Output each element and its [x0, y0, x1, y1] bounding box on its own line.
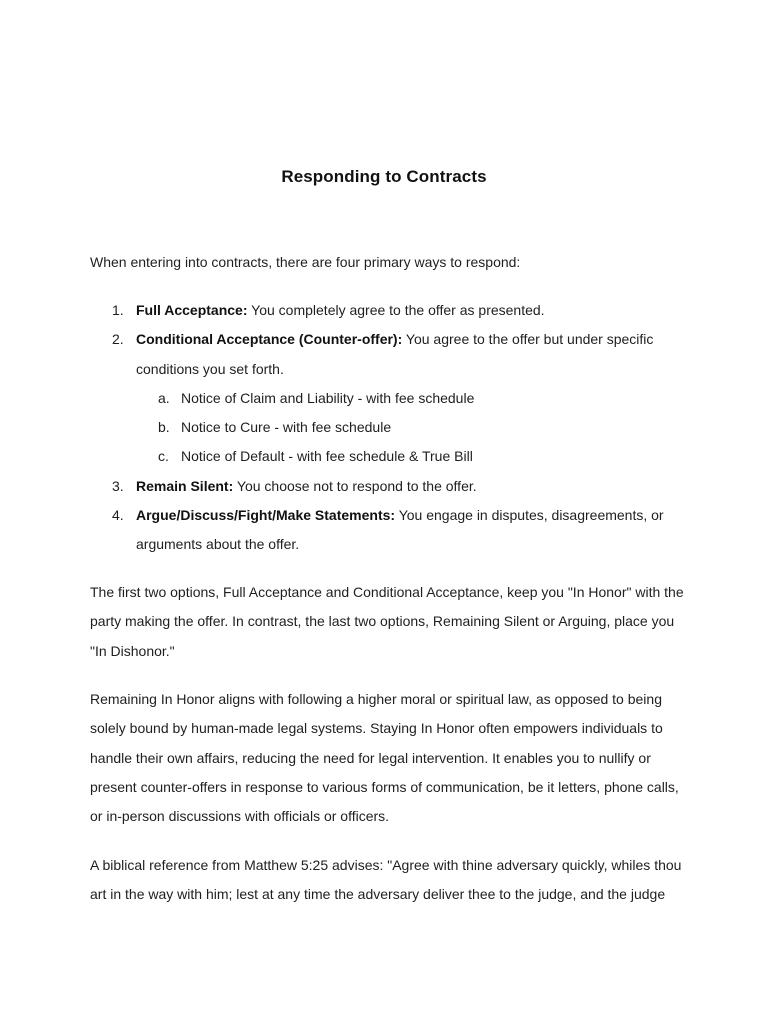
list-item: [90, 501, 690, 560]
list-item: [90, 325, 690, 471]
list-item-text: You completely agree to the offer as presented.: [247, 302, 545, 318]
list-item-term: Remain Silent:: [136, 477, 234, 494]
list-marker: 3.: [112, 477, 124, 494]
list-item-term: Argue/Discuss/Fight/Make Statements:: [136, 507, 396, 524]
body-paragraph: The first two options, Full Acceptance and Conditional Acceptance, keep you "In Honor" with the party making the offer. In contrast, the last two options, Remaining Silent or Arguing, place you "In Dishonor.": [90, 584, 684, 659]
body-paragraph: Remaining In Honor aligns with following a higher moral or spiritual law, as opposed to being solely bound by human-made legal systems. Staying In Honor often empowers individuals to handle their own affairs, reducing the need for legal intervention. It enables you to nullify or present counter-offers in response to various forms of communication, be it letters, phone calls, or in-person discussions with officials or officers.: [90, 691, 679, 825]
intro-paragraph: When entering into contracts, there are four primary ways to respond:: [90, 254, 521, 270]
sublist-marker: b.: [158, 419, 170, 436]
list-marker: 2.: [112, 331, 124, 348]
list-item: [90, 472, 690, 501]
sublist-item: [136, 442, 690, 471]
body-paragraph: A biblical reference from Matthew 5:25 advises: "Agree with thine adversary quickly, whiles thou art in the way with him; lest at any time the adversary deliver thee to the judge, and the judge: [90, 857, 682, 903]
sublist-item: [136, 384, 690, 413]
list-item-text: You agree to the offer but under specific conditions you set forth.: [136, 331, 654, 377]
sublist-item-text: Notice of Default - with fee schedule & True Bill: [181, 448, 473, 465]
sublist-item: [136, 413, 690, 442]
list-marker: 4.: [112, 507, 124, 524]
list-marker: 1.: [112, 302, 124, 318]
list-item-text: You engage in disputes, disagreements, or arguments about the offer.: [136, 507, 664, 553]
sublist-marker: c.: [158, 448, 169, 465]
sublist-item-text: Notice of Claim and Liability - with fee schedule: [181, 389, 475, 406]
list-item-term: Full Acceptance:: [136, 302, 248, 318]
response-options-list: [90, 296, 690, 560]
document-title: Responding to Contracts: [281, 167, 487, 186]
list-item: [90, 296, 690, 325]
conditional-acceptance-sublist: [136, 384, 690, 472]
sublist-item-text: Notice to Cure - with fee schedule: [181, 419, 392, 436]
list-item-text: You choose not to respond to the offer.: [233, 477, 477, 494]
list-item-term: Conditional Acceptance (Counter-offer):: [136, 331, 403, 348]
sublist-marker: a.: [158, 389, 170, 406]
